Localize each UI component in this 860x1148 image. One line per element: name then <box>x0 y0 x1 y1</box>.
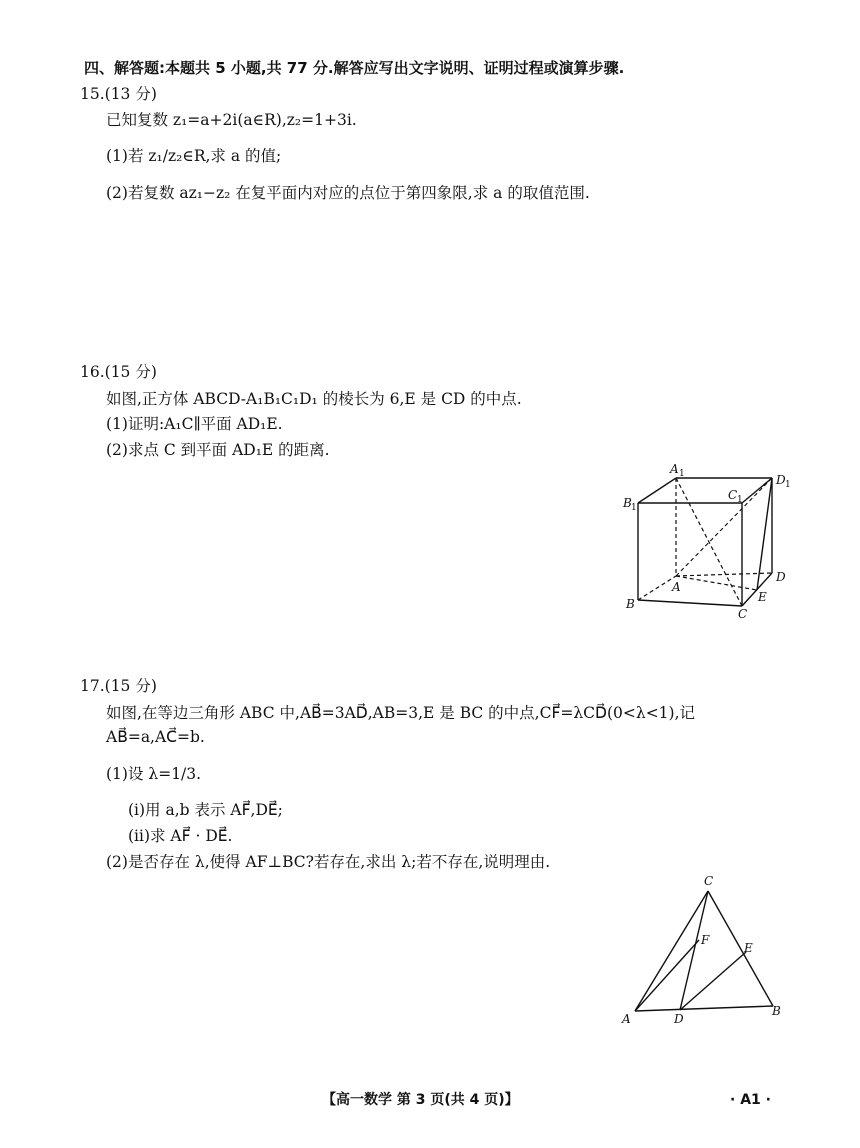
q15-stem: 已知复数 z₁=a+2i(a∈R),z₂=1+3i. <box>106 111 357 129</box>
q16-part2: (2)求点 C 到平面 AD₁E 的距离. <box>106 441 330 459</box>
q16-stem: 如图,正方体 ABCD-A₁B₁C₁D₁ 的棱长为 6,E 是 CD 的中点. <box>106 390 522 408</box>
q17-title: 17.(15 分) <box>80 677 157 695</box>
label-C: C <box>738 607 748 620</box>
q15-part2: (2)若复数 az₁−z₂ 在复平面内对应的点位于第四象限,求 a 的取值范围. <box>106 184 590 202</box>
label-A: A <box>672 580 681 594</box>
section-header: 四、解答题:本题共 5 小题,共 77 分.解答应写出文字说明、证明过程或演算步骤. <box>84 59 625 77</box>
label-F: F <box>701 933 710 947</box>
label-C: C <box>704 874 714 888</box>
q17-part1-ii: (ⅱ)求 AF⃗ · DE⃗. <box>128 827 233 845</box>
label-C1: C <box>728 488 738 502</box>
label-A1: A <box>670 462 679 476</box>
q15-part1: (1)若 z₁/z₂∈R,求 a 的值; <box>106 147 282 165</box>
label-E: E <box>744 941 753 955</box>
label-E: E <box>758 590 767 604</box>
label-D1: D <box>776 473 786 487</box>
label-D: D <box>776 570 786 584</box>
q17-part1-i: (ⅰ)用 a,b 表示 AF⃗,DE⃗; <box>128 801 283 819</box>
label-D1-sub: 1 <box>785 480 791 490</box>
label-A: A <box>622 1012 631 1026</box>
q16-part1: (1)证明:A₁C∥平面 AD₁E. <box>106 415 283 433</box>
q17-part1: (1)设 λ=1/3. <box>106 765 202 783</box>
page-mark: · A1 · <box>730 1092 771 1108</box>
label-B1: B <box>623 496 632 510</box>
label-D: D <box>674 1012 684 1026</box>
label-B: B <box>626 597 635 611</box>
page-footer: 【高一数学 第 3 页(共 4 页)】 <box>322 1092 519 1108</box>
cube-figure <box>610 460 800 620</box>
label-B1-sub: 1 <box>631 503 637 513</box>
q15-title: 15.(13 分) <box>80 85 157 103</box>
q17-stem-line1: 如图,在等边三角形 ABC 中,AB⃗=3AD⃗,AB=3,E 是 BC 的中点,CF⃗=λCD⃗(0<λ<1),记 <box>106 704 696 722</box>
triangle-figure <box>615 872 795 1032</box>
q16-title: 16.(15 分) <box>80 363 157 381</box>
q17-stem-line2: AB⃗=a,AC⃗=b. <box>106 728 205 746</box>
q17-part2: (2)是否存在 λ,使得 AF⊥BC?若存在,求出 λ;若不存在,说明理由. <box>106 853 551 871</box>
label-C1-sub: 1 <box>737 495 743 505</box>
label-A1-sub: 1 <box>679 469 685 479</box>
label-B: B <box>772 1004 781 1018</box>
